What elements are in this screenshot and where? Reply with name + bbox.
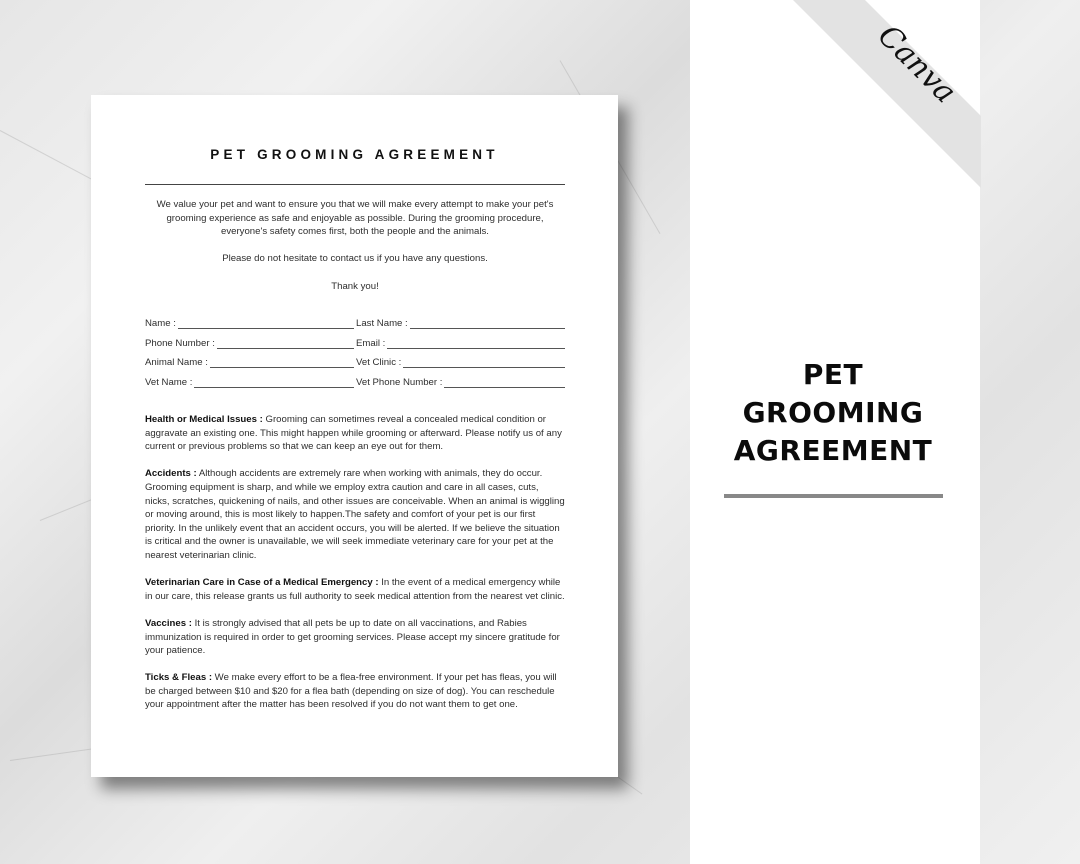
section-text: It is strongly advised that all pets be up to date on all vaccinations, and Rabies immunization is required in order to get grooming services. Please accept my sincere gratitude for your patience.	[145, 617, 560, 657]
fill-line	[410, 318, 565, 329]
vet-name-field[interactable]	[145, 377, 356, 388]
section-heading: Veterinarian Care in Case of a Medical Emergency :	[145, 577, 379, 589]
section-heading: Vaccines :	[145, 617, 192, 629]
document-title: PET GROOMING AGREEMENT	[210, 147, 499, 162]
fill-line	[444, 377, 565, 388]
section-heading: Health or Medical Issues :	[145, 414, 263, 425]
field-row	[145, 338, 567, 358]
title-divider	[145, 184, 565, 185]
side-title-line: AGREEMENT	[733, 434, 933, 467]
intro-contact-line: Please do not hesitate to contact us if you have any questions.	[222, 253, 488, 265]
last-name-field[interactable]	[356, 318, 567, 329]
fill-line	[387, 338, 565, 349]
fill-line	[217, 338, 354, 349]
intro-paragraph: We value your pet and want to ensure you that we will make every attempt to make your pet's grooming experience as safe and enjoyable as possible. During the grooming procedure, everyone's safety comes first, both the people and the animals.	[156, 199, 554, 238]
section-text: We make every effort to be a flea-free environment. If your pet has fleas, you will be charged between $10 and $20 for a flea bath (depending on size of dog). You can reschedule your appointment after the matter has been resolved if you do not want them to get one.	[145, 672, 557, 711]
agreement-document	[91, 95, 618, 777]
vet-phone-number-field[interactable]	[356, 377, 567, 388]
intro-thanks: Thank you!	[331, 280, 379, 292]
side-title	[723, 356, 943, 470]
animal-name-field[interactable]	[145, 357, 356, 368]
field-row	[145, 377, 567, 397]
field-label: Vet Name :	[145, 376, 193, 388]
ticks-fleas-section	[145, 671, 565, 712]
health-section	[145, 413, 565, 454]
accidents-section	[145, 467, 565, 562]
side-divider	[724, 494, 943, 498]
fill-line	[194, 377, 354, 388]
field-label: Email :	[356, 337, 386, 349]
intro-text	[145, 198, 565, 307]
phone-number-field[interactable]	[145, 338, 356, 349]
field-row	[145, 357, 567, 377]
side-title-line: GROOMING	[742, 396, 924, 429]
canva-logo-text: Canva	[870, 18, 963, 111]
field-row	[145, 318, 567, 338]
fill-line	[178, 318, 354, 329]
veterinarian-care-section	[145, 576, 565, 603]
section-text: In the event of a medical emergency while in our care, this release grants us full authority to seek medical attention from the nearest vet clinic.	[145, 577, 565, 602]
field-label: Name :	[145, 318, 176, 329]
section-heading: Ticks & Fleas :	[145, 672, 213, 684]
vet-clinic-field[interactable]	[356, 357, 567, 368]
policy-sections	[145, 413, 565, 726]
side-title-line: PET	[802, 358, 864, 391]
email-field[interactable]	[356, 338, 567, 349]
section-text: Although accidents are extremely rare when working with animals, they do occur. Grooming equipment is sharp, and while we employ extra caution and care in all cases, cuts, nicks, scratches, quickening of nails, and other issues are conceivable. When an animal is wiggling or moving around, this is most likely to happen.The safety and comfort of your pet is our first priority. In the unlikely event that an accident occurs, you will be alerted. If we believe the situation is critical and the owner is unavailable, we will seek immediate veterinary care for your pet at the nearest veterinarian clinic.	[145, 468, 565, 561]
section-heading: Accidents :	[145, 468, 197, 480]
field-label: Last Name :	[356, 318, 408, 329]
fill-line	[210, 357, 354, 368]
field-label: Vet Clinic :	[356, 357, 402, 368]
name-field[interactable]	[145, 318, 356, 329]
vaccines-section	[145, 617, 565, 658]
field-label: Vet Phone Number :	[356, 376, 443, 388]
section-text: Grooming can sometimes reveal a concealed medical condition or aggravate an existing one. This might happen while grooming or afterward. Please notify us of any current or previous problems so that we can keep an eye out for them.	[145, 414, 562, 453]
field-label: Animal Name :	[145, 357, 208, 368]
info-fields	[145, 318, 567, 396]
field-label: Phone Number :	[145, 337, 215, 349]
fill-line	[403, 357, 565, 368]
